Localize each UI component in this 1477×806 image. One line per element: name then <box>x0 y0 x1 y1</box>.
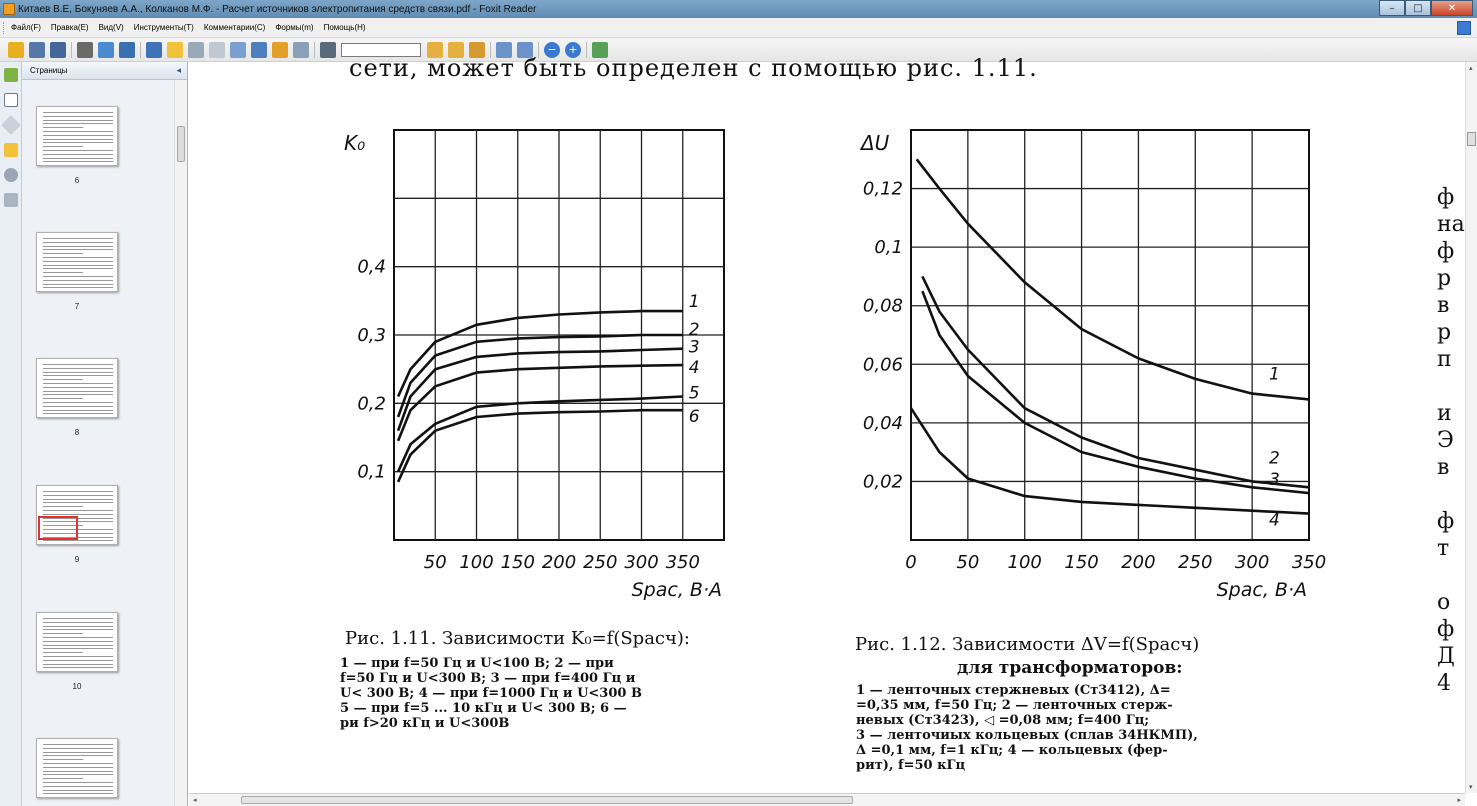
thumbnail-text-line <box>43 410 113 411</box>
thumbnail-text-line <box>43 759 83 760</box>
y-tick-label: 0,4 <box>357 256 386 278</box>
x-tick-label: 350 <box>1291 552 1327 573</box>
page-thumbnail[interactable] <box>36 612 118 672</box>
series-label-5: 5 <box>688 383 700 404</box>
pages-panel-scroll-thumb[interactable] <box>177 126 185 162</box>
page-thumbnail[interactable] <box>36 738 118 798</box>
menu-edit[interactable]: Правка(E) <box>50 23 89 32</box>
hand-tool-icon[interactable] <box>167 42 183 58</box>
find-icon[interactable] <box>320 42 336 58</box>
thumbnail-text-line <box>43 637 113 638</box>
thumbnail-text-line <box>43 364 113 365</box>
thumbnail-text-line <box>43 540 113 541</box>
thumbnail-text-line <box>43 398 83 399</box>
x-tick-label: 0 <box>905 552 917 573</box>
x-tick-label: 200 <box>541 552 577 573</box>
caption-line: =0,35 мм, f=50 Гц; 2 — ленточных стерж- <box>856 698 1173 713</box>
thumbnail-text-line <box>43 120 113 121</box>
navigation-icon-strip <box>0 62 22 806</box>
figure-1-12-caption-body <box>856 683 1198 773</box>
x-tick-label: 200 <box>1121 552 1156 573</box>
series-line-2 <box>922 276 1309 487</box>
right-column-text <box>1437 184 1465 697</box>
x-tick-label: 150 <box>500 552 535 573</box>
caption-line: Δ =0,1 мм, f=1 кГц; 4 — кольцевых (фер- <box>856 743 1168 758</box>
thumbnail-text-line <box>43 287 113 288</box>
close-button[interactable]: ✕ <box>1431 0 1473 16</box>
snapshot-icon[interactable] <box>251 42 267 58</box>
thumbnail-text-line <box>43 491 113 492</box>
document-horizontal-scrollbar[interactable] <box>189 793 1465 806</box>
thumbnail-text-line <box>43 622 113 623</box>
y-tick-label: 0,1 <box>874 237 903 259</box>
page-thumbnail[interactable] <box>36 485 118 545</box>
thumbnail-text-line <box>43 506 83 507</box>
thumbnail-text-line <box>43 375 113 376</box>
thumbnail-text-line <box>43 648 113 649</box>
thumbnail-text-line <box>43 755 113 756</box>
right-column-fragment: на <box>1437 212 1465 237</box>
caption-line: 5 — при f=5 ... 10 кГц и U< 300 В; 6 — <box>340 701 627 716</box>
thumbnail-text-line <box>43 786 113 787</box>
scroll-down-icon[interactable]: ▾ <box>1469 783 1473 791</box>
pages-icon[interactable] <box>4 93 18 107</box>
thumbnail-text-line <box>43 131 113 132</box>
document-vertical-scroll-thumb[interactable] <box>1467 132 1476 146</box>
thumbnail-text-line <box>43 495 113 496</box>
page-text-top-line: сети, может быть определен с помощью рис. 1.11. <box>349 54 1038 82</box>
right-column-fragment: 4 <box>1437 671 1451 696</box>
scroll-right-icon[interactable]: ▸ <box>1457 796 1461 804</box>
right-column-fragment: ф <box>1437 185 1455 210</box>
thumbnail-text-line <box>43 502 113 503</box>
thumbnail-text-line <box>43 280 113 281</box>
zoom-in-icon[interactable]: + <box>565 42 581 58</box>
thumbnail-text-line <box>43 246 113 247</box>
y-axis-label: K₀ <box>344 131 366 155</box>
right-column-fragment: п <box>1437 347 1452 372</box>
right-column-fragment: о <box>1437 590 1451 615</box>
zoom-out-icon[interactable]: − <box>544 42 560 58</box>
thumbnail-text-line <box>43 510 113 511</box>
properties-icon[interactable] <box>119 42 135 58</box>
series-label-3: 3 <box>688 337 700 358</box>
right-column-fragment: Э <box>1437 428 1454 453</box>
series-label-6: 6 <box>688 407 700 428</box>
thumbnail-text-line <box>43 261 113 262</box>
series-line-2 <box>398 335 683 417</box>
menu-file[interactable]: Файл(F) <box>11 23 41 32</box>
y-tick-label: 0,1 <box>357 461 386 483</box>
pages-panel-header <box>22 62 187 80</box>
figure-1-11-caption-body <box>340 656 642 731</box>
right-column-fragment: р <box>1437 320 1452 345</box>
text-select-icon[interactable] <box>230 42 246 58</box>
caption-line: 1 — при f=50 Гц и U<100 В; 2 — при <box>340 656 614 671</box>
window-title: Китаев В.Е, Бокуняев А.А., Колканов М.Ф. - Расчет источников электропитания средств связи.pdf - Foxit Reader <box>18 3 537 15</box>
attachments-icon[interactable] <box>4 168 18 182</box>
thumbnail-text-line <box>43 135 113 136</box>
thumbnail-text-line <box>43 268 113 269</box>
minimize-button[interactable]: – <box>1379 0 1405 16</box>
zoom-tool-icon[interactable] <box>188 42 204 58</box>
menu-comments[interactable]: Комментарии(C) <box>203 23 266 32</box>
x-tick-label: 250 <box>583 552 618 573</box>
thumbnail-text-line <box>43 150 113 151</box>
typewriter-icon[interactable] <box>272 42 288 58</box>
collapse-panel-icon[interactable]: ◂ <box>176 65 181 75</box>
series-label-4: 4 <box>688 358 700 379</box>
series-label-3: 3 <box>1269 470 1280 491</box>
restore-panel-icon[interactable] <box>1457 21 1471 35</box>
document-view[interactable] <box>189 54 1465 793</box>
x-axis-label: Sрас, В·А <box>1216 579 1307 601</box>
figure-1-12-chart <box>839 120 1327 601</box>
fullscreen-icon[interactable] <box>146 42 162 58</box>
save-as-icon[interactable] <box>50 42 66 58</box>
series-label-2: 2 <box>688 320 700 340</box>
thumbnail-text-line <box>43 778 83 779</box>
x-tick-label: 50 <box>956 552 980 573</box>
y-tick-label: 0,12 <box>862 178 903 200</box>
caption-line: 1 — ленточных стержневых (Ст3412), Δ= <box>856 683 1171 698</box>
thumbnail-text-line <box>43 771 113 772</box>
caption-line: невых (Ст3423), ◁ =0,08 мм; f=400 Гц; <box>856 713 1150 728</box>
thumbnail-text-line <box>43 767 113 768</box>
thumbnail-text-line <box>43 387 113 388</box>
thumbnail-text-line <box>43 752 113 753</box>
caption-line: ри f>20 кГц и U<300В <box>340 716 510 731</box>
pen-icon[interactable] <box>293 42 309 58</box>
series-line-1 <box>917 159 1309 399</box>
thumbnail-text-line <box>43 793 113 794</box>
thumbnail-text-line <box>43 142 113 143</box>
series-line-5 <box>398 397 683 472</box>
page-thumbnail[interactable] <box>36 106 118 166</box>
title-bar <box>0 0 1477 18</box>
caption-line: 3 — ленточиых кольцевых (сплав 34НКМП), <box>856 728 1198 743</box>
page-thumbnail[interactable] <box>36 232 118 292</box>
series-label-1: 1 <box>688 292 700 313</box>
thumbnail-text-line <box>43 383 113 384</box>
thumbnail-text-line <box>43 413 113 414</box>
pages-panel-scrollbar[interactable] <box>174 80 187 806</box>
print-icon[interactable] <box>77 42 93 58</box>
thumbnail-text-line <box>43 368 113 369</box>
y-axis-label: ΔU <box>861 131 890 155</box>
series-label-1: 1 <box>1269 364 1280 385</box>
thumbnail-text-line <box>43 499 113 500</box>
thumbnail-text-line <box>43 112 113 113</box>
thumbnail-text-line <box>43 782 113 783</box>
thumbnail-text-line <box>43 406 113 407</box>
save-icon[interactable] <box>29 42 45 58</box>
visible-area-indicator[interactable] <box>38 516 78 540</box>
thumbnail-text-line <box>43 161 113 162</box>
thumbnail-text-line <box>43 276 113 277</box>
thumbnail-text-line <box>43 391 113 392</box>
thumbnail-text-line <box>43 664 113 665</box>
thumbnail-text-line <box>43 660 113 661</box>
toolbar-separator <box>140 42 141 58</box>
menu-view[interactable]: Вид(V) <box>98 23 124 32</box>
series-line-4 <box>911 408 1309 513</box>
thumbnail-text-line <box>43 253 83 254</box>
caption-line: рит), f=50 кГц <box>856 758 966 773</box>
thumbnail-text-line <box>43 284 113 285</box>
thumbnail-text-line <box>43 238 113 239</box>
right-column-fragment <box>1437 481 1465 508</box>
document-horizontal-scroll-thumb[interactable] <box>241 796 853 804</box>
thumbnail-text-line <box>43 146 83 147</box>
right-column-fragment: Д <box>1437 644 1455 669</box>
page-number-label: 10 <box>72 682 82 691</box>
right-column-fragment: в <box>1437 455 1450 480</box>
thumbnail-text-line <box>43 139 113 140</box>
scroll-left-icon[interactable]: ◂ <box>193 796 197 804</box>
caption-line: U< 300 В; 4 — при f=1000 Гц и U<300 В <box>340 686 642 701</box>
open-icon[interactable] <box>8 42 24 58</box>
toolbar-separator <box>71 42 72 58</box>
y-tick-label: 0,04 <box>862 412 903 434</box>
maximize-button[interactable]: □ <box>1405 0 1431 16</box>
thumbnail-text-line <box>43 618 113 619</box>
thumbnail-text-line <box>43 127 83 128</box>
select-icon[interactable] <box>209 42 225 58</box>
thumbnail-text-line <box>43 379 83 380</box>
figure-1-12-caption-subtitle: для трансформаторов: <box>957 658 1183 678</box>
caption-line: f=50 Гц и U<300 В; 3 — при f=400 Гц и <box>340 671 636 686</box>
window-controls <box>1379 0 1473 16</box>
thumbnail-text-line <box>43 626 113 627</box>
series-line-3 <box>398 349 683 431</box>
menu-bar <box>0 18 1477 38</box>
thumbnail-list <box>22 80 174 806</box>
thumbnail-text-line <box>43 744 113 745</box>
figure-1-12-caption-title: Рис. 1.12. Зависимости ΔV=f(Sрасч) <box>855 634 1200 655</box>
thumbnail-text-line <box>43 667 113 668</box>
right-column-fragment <box>1437 562 1465 589</box>
thumbnail-text-line <box>43 641 113 642</box>
thumbnail-text-line <box>43 748 113 749</box>
signature-icon[interactable] <box>4 193 18 207</box>
bookmarks-icon[interactable] <box>4 68 18 82</box>
thumbnail-text-line <box>43 629 113 630</box>
x-tick-label: 300 <box>1234 552 1270 573</box>
x-tick-label: 100 <box>1007 552 1042 573</box>
y-tick-label: 0,02 <box>862 471 903 493</box>
figure-1-11-caption-title: Рис. 1.11. Зависимости K₀=f(Sрасч): <box>345 628 690 649</box>
right-column-fragment: ф <box>1437 509 1455 534</box>
page-number-label: 6 <box>74 176 80 185</box>
series-label-4: 4 <box>1269 510 1280 531</box>
layers-icon[interactable] <box>1 115 21 135</box>
thumbnail-text-line <box>43 158 113 159</box>
thumbnail-text-line <box>43 402 113 403</box>
thumbnail-text-line <box>43 116 113 117</box>
right-column-fragment: в <box>1437 293 1450 318</box>
right-column-fragment: т <box>1437 536 1450 561</box>
thumbnail-text-line <box>43 514 113 515</box>
toolbar-separator <box>314 42 315 58</box>
page-number-label: 8 <box>74 428 80 437</box>
page-number-label: 7 <box>74 302 80 311</box>
app-icon <box>3 3 15 15</box>
right-column-fragment: и <box>1437 401 1452 426</box>
thumbnail-text-line <box>43 372 113 373</box>
y-tick-label: 0,2 <box>357 393 386 415</box>
thumbnail-text-line <box>43 790 113 791</box>
thumbnail-text-line <box>43 123 113 124</box>
menu-tools[interactable]: Инструменты(T) <box>133 23 194 32</box>
y-tick-label: 0,08 <box>862 295 903 317</box>
thumbnail-text-line <box>43 774 113 775</box>
menu-help[interactable]: Помощь(H) <box>323 23 366 32</box>
email-icon[interactable] <box>98 42 114 58</box>
x-tick-label: 350 <box>665 552 700 573</box>
right-column-fragment: ф <box>1437 239 1455 264</box>
thumbnail-text-line <box>43 656 113 657</box>
figure-1-11-chart <box>329 120 829 600</box>
thumbnail-text-line <box>43 633 83 634</box>
pages-panel <box>22 62 188 806</box>
thumbnail-text-line <box>43 645 113 646</box>
thumbnail-text-line <box>43 154 113 155</box>
right-column-fragment: р <box>1437 266 1452 291</box>
series-label-2: 2 <box>1269 448 1280 469</box>
right-column-fragment: ф <box>1437 617 1455 642</box>
x-tick-label: 300 <box>624 552 659 573</box>
menu-forms[interactable]: Формы(m) <box>275 23 314 32</box>
pages-panel-title: Страницы <box>30 66 68 75</box>
x-tick-label: 150 <box>1064 552 1099 573</box>
thumbnail-text-line <box>43 257 113 258</box>
x-tick-label: 250 <box>1178 552 1213 573</box>
right-column-fragment <box>1437 373 1465 400</box>
thumbnail-text-line <box>43 265 113 266</box>
scroll-up-icon[interactable]: ▴ <box>1469 64 1473 72</box>
thumbnail-text-line <box>43 242 113 243</box>
y-tick-label: 0,06 <box>862 354 903 376</box>
document-vertical-scrollbar[interactable] <box>1465 62 1477 793</box>
x-axis-label: Sрас, В·А <box>631 579 722 601</box>
thumbnail-text-line <box>43 272 83 273</box>
thumbnail-text-line <box>43 249 113 250</box>
thumbnail-text-line <box>43 652 83 653</box>
x-tick-label: 50 <box>423 552 447 573</box>
thumbnail-text-line <box>43 763 113 764</box>
thumbnail-text-line <box>43 394 113 395</box>
page-number-label: 9 <box>74 555 80 564</box>
comments-icon[interactable] <box>4 143 18 157</box>
y-tick-label: 0,3 <box>357 325 386 346</box>
x-tick-label: 100 <box>459 552 494 573</box>
page-thumbnail[interactable] <box>36 358 118 418</box>
